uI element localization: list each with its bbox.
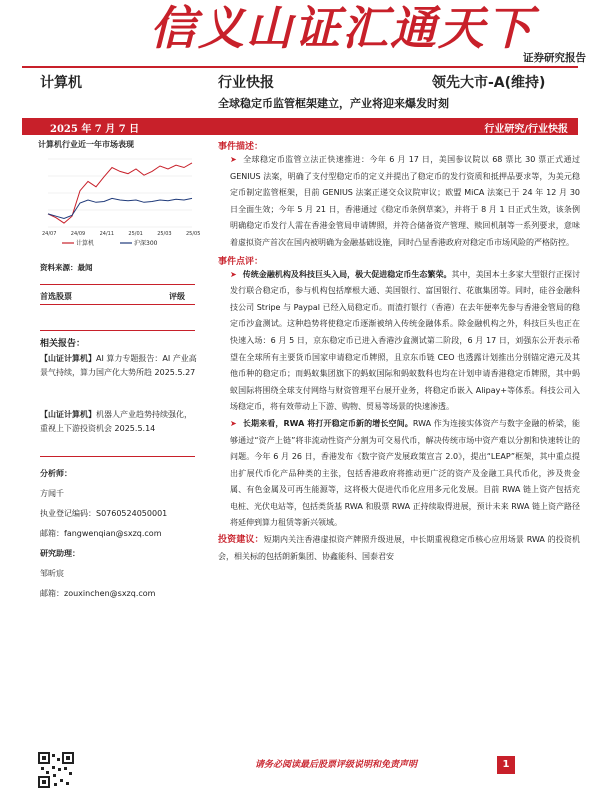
related-tag: 【山证计算机】 <box>40 354 96 363</box>
x-tick-label: 24/07 <box>42 231 57 237</box>
assistant-name: 邹昕宸 <box>40 569 64 578</box>
legend-hs300: 沪深300 <box>134 240 158 247</box>
report-label: 证券研究报告 <box>523 52 586 64</box>
event-heading: 事件描述： <box>218 142 264 152</box>
related-report-2[interactable] <box>40 408 198 436</box>
divider <box>40 284 195 285</box>
event-paragraph <box>218 152 580 252</box>
legend-computer: 计算机 <box>76 240 95 247</box>
comment-paragraph-1 <box>218 267 580 416</box>
brand-slogan <box>150 0 534 58</box>
qr-code-icon <box>38 752 74 788</box>
bullet-icon: ➤ <box>230 269 237 279</box>
market-performance-chart <box>40 151 200 251</box>
divider <box>40 330 195 331</box>
related-tag: 【山证计算机】 <box>40 410 96 419</box>
comment-text-2: RWA 作为连接实体资产与数字金融的桥梁，能够通过“资产上链”将非流动性资产分割为可交易代币，解决传统市场中资产难以分割和快速转让的问题。今年 6 月 26 日，香港发布《数字资产发展政策宣言 2.0》，提出“LEAP”框架，其中重点提出扩展代币化产品种类的主张，包括香港政府将推动更广泛的资产及金融工具代币化，涉及贵金属、有色金属及可再生能源等，这将极大促进代币化应用多元化发展。目前 RWA 链上资产包括充电桩、光伏电站等，包括类货基 RWA 和股票 RWA 正持续取得进展，预计未来 RWA 链上资产路径将延伸到算力租赁等新兴领域。 <box>230 418 580 528</box>
x-tick-label: 25/03 <box>157 231 172 237</box>
related-reports-title: 相关报告： <box>40 339 86 349</box>
comment-paragraph-2 <box>218 416 580 532</box>
divider <box>40 304 195 305</box>
comment-highlight-2: 长期来看，RWA 将打开稳定币新的增长空间。 <box>242 418 413 428</box>
analyst-cert: 执业登记编码：S0760524050001 <box>40 509 168 518</box>
rating: 领先大市-A(维持) <box>432 75 546 91</box>
assistant-label: 研究助理： <box>40 549 80 558</box>
x-tick-label: 24/09 <box>70 231 86 237</box>
analyst-label: 分析师： <box>40 469 72 478</box>
report-date: 2025 年 7 月 7 日 <box>50 124 140 135</box>
comment-highlight-1: 传统金融机构及科技巨头入局，极大促进稳定币生态繁荣。 <box>242 269 452 279</box>
assistant-email[interactable]: 邮箱：zouxinchen@sxzq.com <box>40 589 156 598</box>
advice-paragraph <box>218 532 580 565</box>
x-tick-label: 25/05 <box>186 231 200 237</box>
related-text: AI 算力专题报告：AI 产业高景气持续，算力国产化大势所趋 2025.5.27 <box>40 354 197 377</box>
comment-heading: 事件点评： <box>218 256 264 267</box>
report-category: 行业研究/行业快报 <box>484 124 568 135</box>
main-content <box>218 139 580 565</box>
stock-col: 首选股票 <box>40 292 72 301</box>
page-number: 1 <box>497 756 515 774</box>
bullet-icon: ➤ <box>230 155 237 164</box>
analyst-name: 方闻千 <box>40 489 64 498</box>
x-tick-label: 25/01 <box>128 231 143 237</box>
rating-col: 评级 <box>169 292 185 301</box>
comment-text-1: 其中，美国本土多家大型银行正探讨发行联合稳定币，参与机构包括摩根大通、美国银行、富国银行、花旗集团等。同时，硅谷金融科技公司 Stripe 与 Paypal 已经入局稳定币。而渣打银行（香港）在去年便率先参与香港金管局的稳定币沙盒测试。这种趋势将使稳定币逐渐被纳入传统金融体系。除金融机构之外，科技巨头也正在快速入场：6 月 5 日，京东稳定币已进入香港沙盒测试第二阶段，6 月 17 日，刘强东公开表示希望在全球所有主要货币国家申请稳定币牌照，且京东币链 CEO 也透露计划推出分别锚定港元及其他币种的稳定币；而蚂蚁集团旗下的蚂蚁国际和蚂蚁数科也均在计划申请香港稳定币牌照，其中蚂蚁国际将围绕全球支付网络与财资管理平台展开业务，将稳定币嵌入 Alipay+等体系。科技公司入场稳定币，将有效带动上下游、购物、贸易等场景的快速渗透。 <box>230 269 581 412</box>
header-divider <box>22 66 578 68</box>
sector-title: 计算机 <box>40 75 82 91</box>
brand-part1: 信义山证 <box>150 1 342 55</box>
date-bar <box>22 118 578 135</box>
advice-text: 短期内关注香港虚拟资产牌照升级进展，中长期重视稳定币核心应用场景 RWA 的投资机会，相关标的包括朗新集团、协鑫能科、国泰君安 <box>218 535 580 561</box>
disclaimer-notice: 请务必阅读最后股票评级说明和免责声明 <box>255 760 418 770</box>
x-tick-label: 24/11 <box>99 231 115 237</box>
event-text: 全球稳定币监管立法正快速推进：今年 6 月 17 日，美国参议院以 68 票比 30 票正式通过 GENIUS 法案，明确了支付型稳定币的定义并提出了稳定币的发行资质和抵押品要求等，为美元稳定币制定监管框架，目前 GENIUS 法案正递交众议院审议；欧盟 MiCA 法案已于 24 年 12 月 30 日全面生效；今年 5 月 21 日，香港通过《稳定币条例草案》，并将于 8 月 1 日正式生效，该条例明确稳定币发行人需在香港金管局申请牌照，并符合储备资产管理、赎回机制等一系列要求，意味着虚拟资产首次在国内被明确为金融基础设施，同时凸显香港政府对稳定币市场风险的严格防控。 <box>230 155 580 247</box>
chart-source: 资料来源：最闻 <box>40 263 93 272</box>
report-subtitle: 全球稳定币监管框架建立，产业将迎来爆发时刻 <box>218 97 449 110</box>
series-hs300-line <box>48 198 192 218</box>
report-type: 行业快报 <box>218 75 274 91</box>
related-report-1[interactable] <box>40 352 198 380</box>
analyst-email[interactable]: 邮箱：fangwenqian@sxzq.com <box>40 529 162 538</box>
related-text: 机器人产业趋势持续强化，重视上下游投资机会 2025.5.14 <box>40 410 192 433</box>
divider <box>40 456 195 457</box>
advice-heading: 投资建议： <box>218 535 264 546</box>
bullet-icon: ➤ <box>230 418 237 428</box>
chart-title: 计算机行业近一年市场表现 <box>38 140 134 149</box>
brand-part2: 汇通天下 <box>342 1 534 55</box>
